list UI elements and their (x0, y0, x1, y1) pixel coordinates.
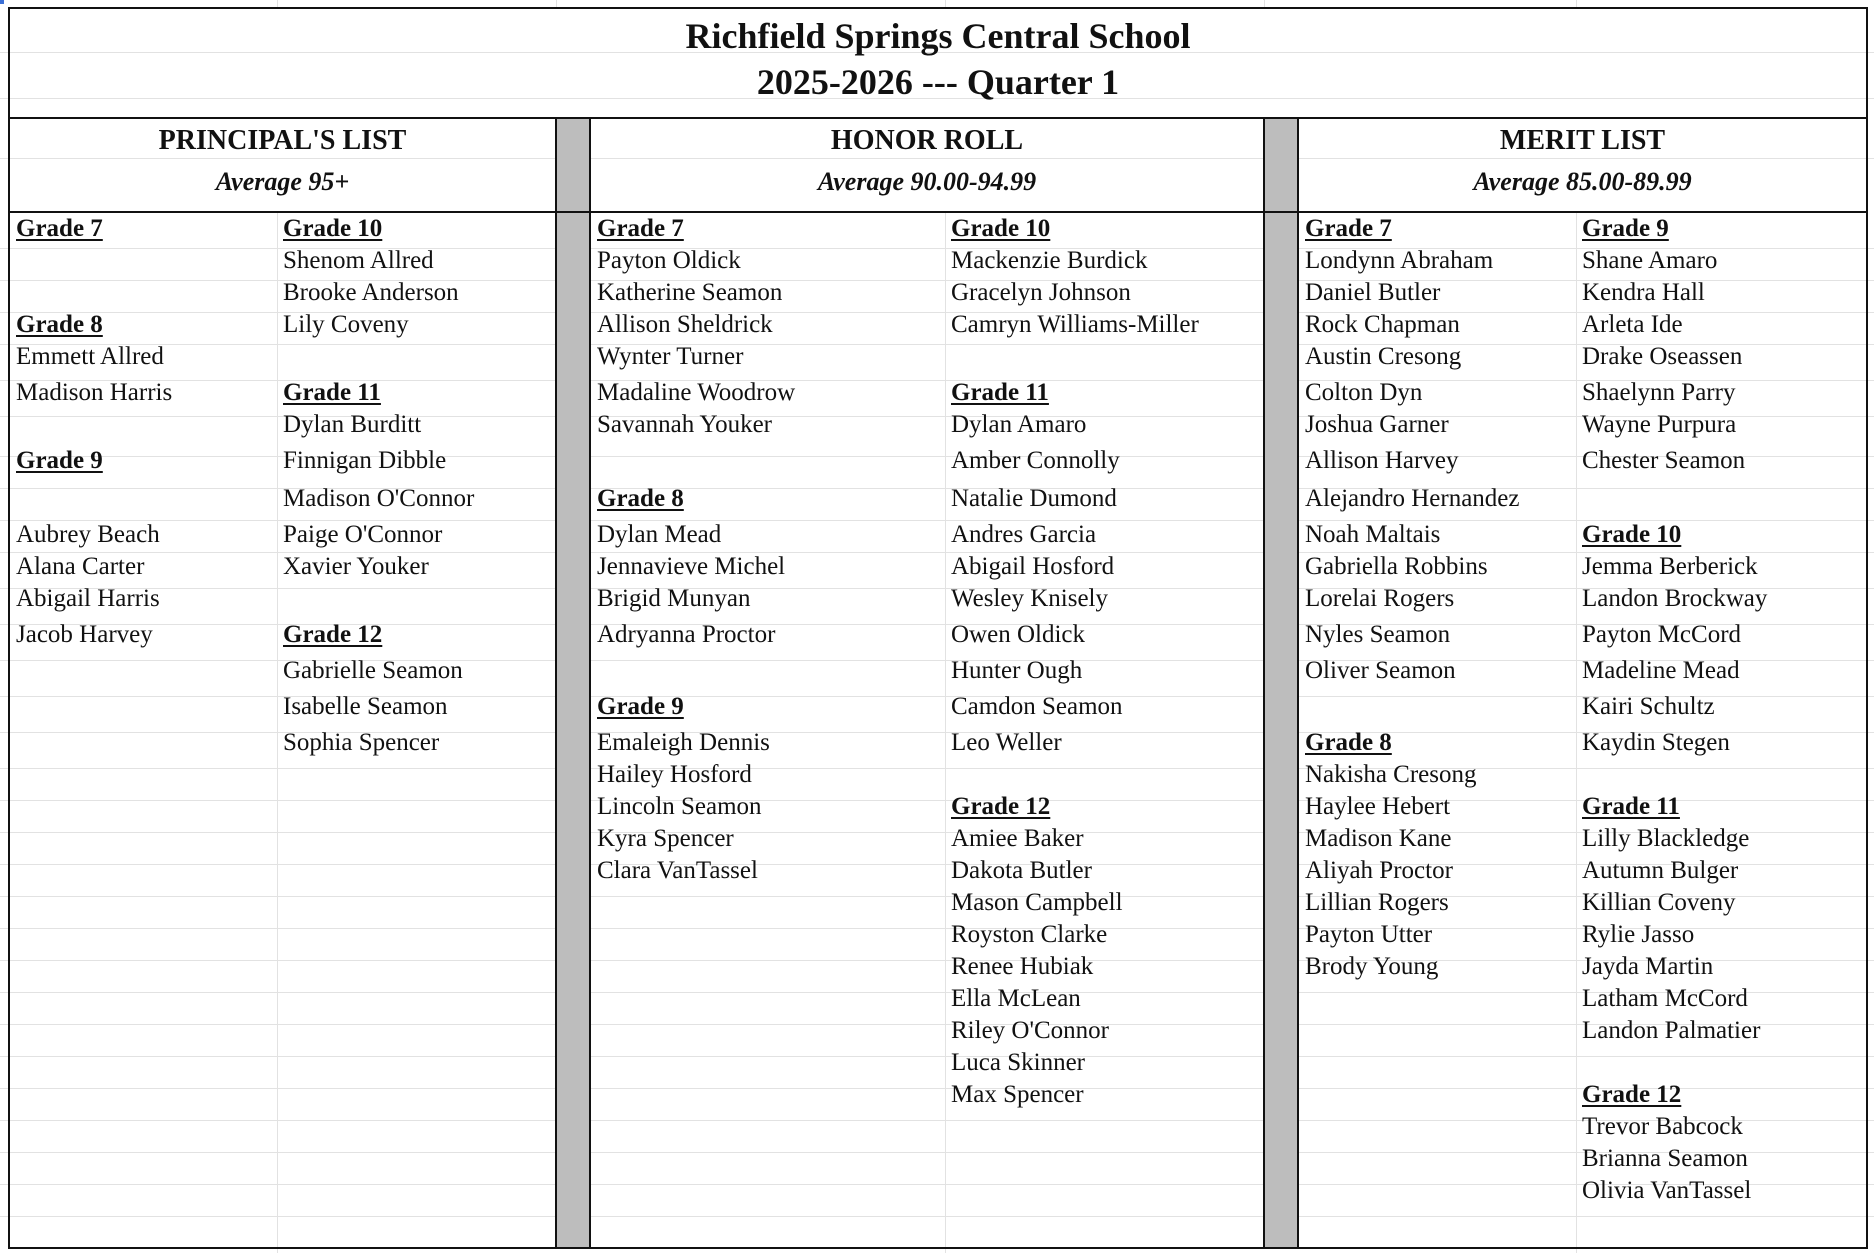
honor-roll-heading: HONOR ROLL (830, 125, 1024, 156)
student-name: Joshua Garner (1305, 411, 1449, 438)
student-name: Wynter Turner (597, 343, 744, 370)
student-name: Gabrielle Seamon (283, 657, 463, 684)
grade-heading: Grade 11 (1582, 793, 1680, 820)
student-name: Nyles Seamon (1305, 621, 1451, 648)
border-bottom (8, 1247, 1868, 1249)
student-name: Renee Hubiak (951, 953, 1094, 980)
student-name: Jennavieve Michel (597, 553, 786, 580)
student-name: Dylan Mead (597, 521, 722, 548)
grade-heading: Grade 11 (283, 379, 381, 406)
grade-heading: Grade 12 (283, 621, 383, 648)
student-name: Brooke Anderson (283, 279, 459, 306)
gridline-v (945, 213, 946, 1253)
student-name: Aliyah Proctor (1305, 857, 1453, 884)
principals-list-average: Average 95+ (215, 167, 350, 196)
student-name: Dakota Butler (951, 857, 1092, 884)
student-name: Chester Seamon (1582, 447, 1746, 474)
student-name: Wesley Knisely (951, 585, 1108, 612)
student-name: Amber Connolly (951, 447, 1120, 474)
gridline-h (0, 488, 1874, 489)
school-title: Richfield Springs Central School (685, 16, 1191, 56)
student-name: Jemma Berberick (1582, 553, 1758, 580)
gridline-v-top (277, 0, 278, 7)
student-name: Rylie Jasso (1582, 921, 1695, 948)
student-name: Landon Brockway (1582, 585, 1768, 612)
student-name: Xavier Youker (283, 553, 429, 580)
grade-heading: Grade 8 (1305, 729, 1392, 756)
student-name: Adryanna Proctor (597, 621, 776, 648)
student-name: Amiee Baker (951, 825, 1084, 852)
student-name: Jayda Martin (1582, 953, 1714, 980)
student-name: Mason Campbell (951, 889, 1123, 916)
student-name: Gracelyn Johnson (951, 279, 1131, 306)
merit-list-heading: MERIT LIST (1499, 125, 1666, 156)
grade-heading: Grade 7 (1305, 215, 1392, 242)
student-name: Shane Amaro (1582, 247, 1718, 274)
student-name: Shenom Allred (283, 247, 434, 274)
student-name: Clara VanTassel (597, 857, 758, 884)
student-name: Natalie Dumond (951, 485, 1117, 512)
student-name: Camryn Williams-Miller (951, 311, 1199, 338)
grade-heading: Grade 7 (16, 215, 103, 242)
grade-heading: Grade 12 (1582, 1081, 1682, 1108)
student-name: Emaleigh Dennis (597, 729, 770, 756)
student-name: Trevor Babcock (1582, 1113, 1743, 1140)
student-name: Aubrey Beach (16, 521, 160, 548)
border-sep1-right (589, 117, 591, 1249)
border-right (1866, 7, 1868, 1249)
student-name: Riley O'Connor (951, 1017, 1109, 1044)
student-name: Madeline Mead (1582, 657, 1740, 684)
student-name: Camdon Seamon (951, 693, 1123, 720)
student-name: Brianna Seamon (1582, 1145, 1748, 1172)
student-name: Lily Coveny (283, 311, 409, 338)
student-name: Drake Oseassen (1582, 343, 1743, 370)
student-name: Hunter Ough (951, 657, 1083, 684)
separator-column-2 (1264, 118, 1298, 1248)
student-name: Wayne Purpura (1582, 411, 1737, 438)
student-name: Allison Harvey (1305, 447, 1459, 474)
student-name: Owen Oldick (951, 621, 1085, 648)
student-name: Kairi Schultz (1582, 693, 1715, 720)
student-name: Katherine Seamon (597, 279, 783, 306)
grade-heading: Grade 9 (1582, 215, 1669, 242)
student-name: Madison Kane (1305, 825, 1452, 852)
border-sep1-left (555, 117, 557, 1249)
student-name: Lilly Blackledge (1582, 825, 1750, 852)
student-name: Hailey Hosford (597, 761, 752, 788)
student-name: Royston Clarke (951, 921, 1108, 948)
student-name: Luca Skinner (951, 1049, 1085, 1076)
student-name: Killian Coveny (1582, 889, 1736, 916)
border-under-title (8, 117, 1868, 119)
student-name: Allison Sheldrick (597, 311, 773, 338)
student-name: Lillian Rogers (1305, 889, 1449, 916)
border-top (8, 7, 1868, 9)
border-sep2-left (1263, 117, 1265, 1249)
honor-roll-average: Average 90.00-94.99 (817, 167, 1037, 196)
student-name: Dylan Amaro (951, 411, 1087, 438)
student-name: Nakisha Cresong (1305, 761, 1477, 788)
border-sep2-right (1297, 117, 1299, 1249)
term-title: 2025-2026 --- Quarter 1 (756, 62, 1120, 102)
gridline-v-top (556, 0, 557, 7)
student-name: Jacob Harvey (16, 621, 153, 648)
student-name: Andres Garcia (951, 521, 1097, 548)
gridline-h (0, 1216, 1874, 1217)
student-name: Dylan Burditt (283, 411, 422, 438)
gridline-v (277, 213, 278, 1253)
student-name: Oliver Seamon (1305, 657, 1456, 684)
student-name: Leo Weller (951, 729, 1062, 756)
student-name: Abigail Hosford (951, 553, 1115, 580)
student-name: Alana Carter (16, 553, 145, 580)
principals-list-heading: PRINCIPAL'S LIST (158, 125, 407, 156)
student-name: Rock Chapman (1305, 311, 1460, 338)
gridline-h (0, 158, 1874, 159)
student-name: Haylee Hebert (1305, 793, 1451, 820)
student-name: Daniel Butler (1305, 279, 1441, 306)
grade-heading: Grade 10 (1582, 521, 1682, 548)
student-name: Olivia VanTassel (1582, 1177, 1752, 1204)
merit-list-average: Average 85.00-89.99 (1473, 167, 1692, 196)
student-name: Colton Dyn (1305, 379, 1423, 406)
student-name: Austin Cresong (1305, 343, 1462, 370)
student-name: Kyra Spencer (597, 825, 734, 852)
student-name: Gabriella Robbins (1305, 553, 1488, 580)
grade-heading: Grade 10 (951, 215, 1051, 242)
student-name: Lorelai Rogers (1305, 585, 1455, 612)
student-name: Sophia Spencer (283, 729, 440, 756)
student-name: Madaline Woodrow (597, 379, 796, 406)
student-name: Payton McCord (1582, 621, 1742, 648)
gridline-h (0, 1056, 1874, 1057)
student-name: Shaelynn Parry (1582, 379, 1736, 406)
student-name: Madison O'Connor (283, 485, 475, 512)
student-name: Lincoln Seamon (597, 793, 762, 820)
grade-heading: Grade 8 (16, 311, 103, 338)
gridline-v-top (1264, 0, 1265, 7)
student-name: Max Spencer (951, 1081, 1084, 1108)
grade-heading: Grade 8 (597, 485, 684, 512)
student-name: Alejandro Hernandez (1305, 485, 1520, 512)
gridline-h (0, 768, 1874, 769)
grade-heading: Grade 11 (951, 379, 1049, 406)
student-name: Abigail Harris (16, 585, 160, 612)
student-name: Arleta Ide (1582, 311, 1683, 338)
student-name: Brody Young (1305, 953, 1439, 980)
student-name: Paige O'Connor (283, 521, 443, 548)
sheet-corner-marker (0, 0, 4, 4)
student-name: Autumn Bulger (1582, 857, 1739, 884)
grade-heading: Grade 7 (597, 215, 684, 242)
separator-column-1 (556, 118, 590, 1248)
student-name: Landon Palmatier (1582, 1017, 1761, 1044)
student-name: Mackenzie Burdick (951, 247, 1148, 274)
student-name: Ella McLean (951, 985, 1081, 1012)
student-name: Kaydin Stegen (1582, 729, 1730, 756)
student-name: Emmett Allred (16, 343, 164, 370)
grade-heading: Grade 9 (16, 447, 103, 474)
grade-heading: Grade 10 (283, 215, 383, 242)
student-name: Savannah Youker (597, 411, 772, 438)
student-name: Isabelle Seamon (283, 693, 448, 720)
student-name: Madison Harris (16, 379, 173, 406)
gridline-v-top (945, 0, 946, 7)
student-name: Payton Utter (1305, 921, 1433, 948)
student-name: Latham McCord (1582, 985, 1748, 1012)
gridline-v (1576, 213, 1577, 1253)
gridline-v-top (1576, 0, 1577, 7)
student-name: Noah Maltais (1305, 521, 1441, 548)
student-name: Payton Oldick (597, 247, 741, 274)
student-name: Brigid Munyan (597, 585, 751, 612)
grade-heading: Grade 12 (951, 793, 1051, 820)
student-name: Finnigan Dibble (283, 447, 447, 474)
student-name: Londynn Abraham (1305, 247, 1494, 274)
grade-heading: Grade 9 (597, 693, 684, 720)
student-name: Kendra Hall (1582, 279, 1705, 306)
